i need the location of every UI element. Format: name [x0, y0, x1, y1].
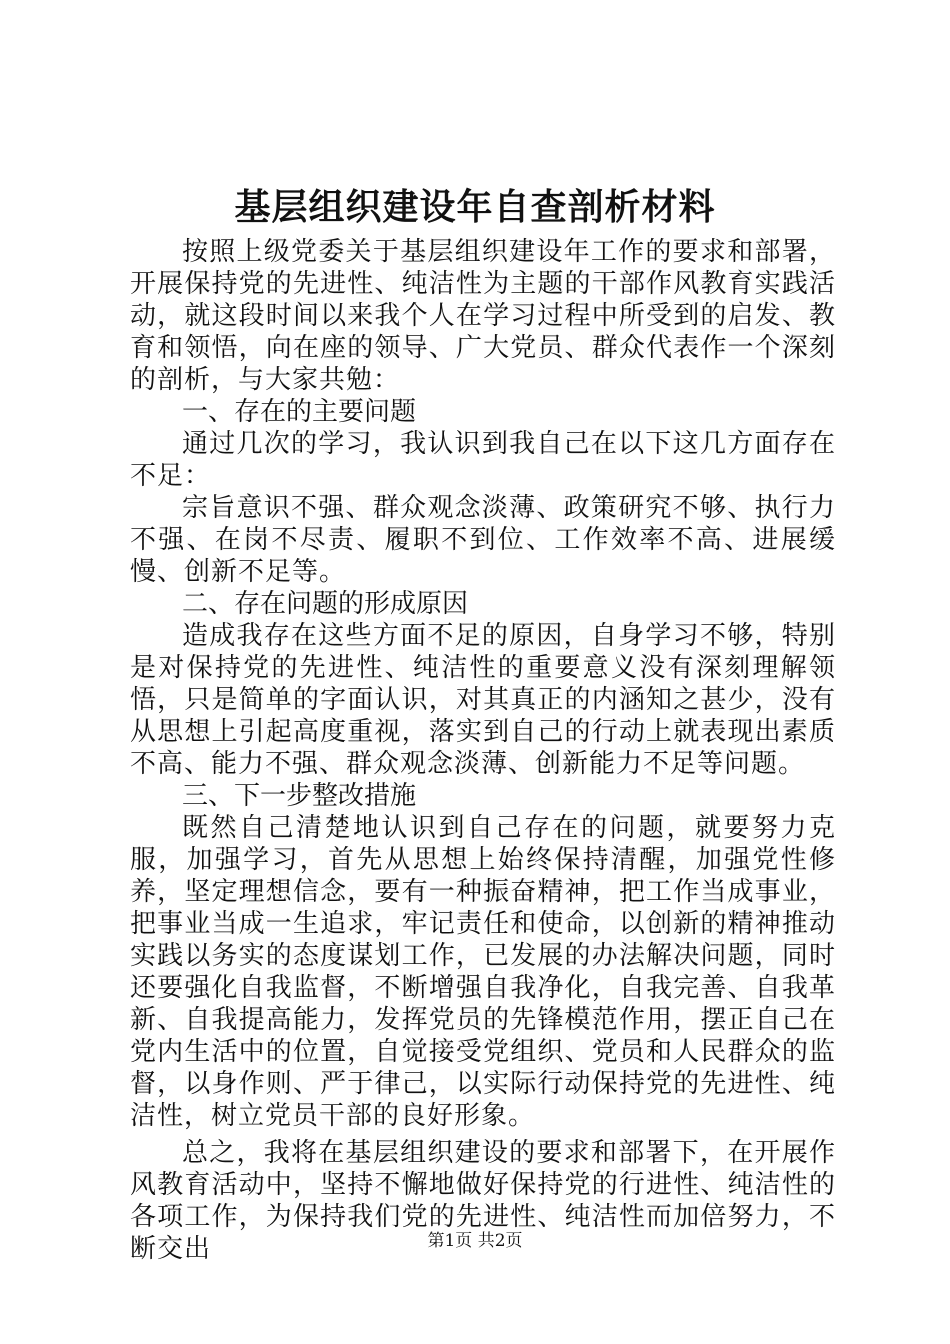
document-body [130, 236, 836, 1265]
paragraph-conclusion: 总之，我将在基层组织建设的要求和部署下，在开展作风教育活动中，坚持不懈地做好保持党的行进性、纯洁性的各项工作，为保持我们党的先进性、纯洁性而加倍努力，不断交出 [130, 1138, 836, 1264]
section-heading-causes: 二、存在问题的形成原因 [182, 589, 469, 619]
paragraph-problems-list: 宗旨意识不强、群众观念淡薄、政策研究不够、执行力不强、在岗不尽责、履职不到位、工作效率不高、进展缓慢、创新不足等。 [130, 493, 836, 587]
paragraph-causes: 造成我存在这些方面不足的原因，自身学习不够，特别是对保持党的先进性、纯洁性的重要意义没有深刻理解领悟，只是简单的字面认识，对其真正的内涵知之甚少，没有从思想上引起高度重视，落实到自己的行动上就表现出素质不高、能力不强、群众观念淡薄、创新能力不足等问题。 [130, 621, 836, 779]
page-number: 第1页 共2页 [427, 1231, 523, 1251]
document-title: 基层组织建设年自查剖析材料 [234, 187, 716, 228]
section-heading-problems: 一、存在的主要问题 [182, 397, 417, 427]
paragraph-problems-lead: 通过几次的学习，我认识到我自己在以下这几方面存在不足： [130, 429, 836, 491]
paragraph-intro: 按照上级党委关于基层组织建设年工作的要求和部署，开展保持党的先进性、纯洁性为主题的干部作风教育实践活动，就这段时间以来我个人在学习过程中所受到的启发、教育和领悟，向在座的领导、广大党员、群众代表作一个深刻的剖析，与大家共勉： [130, 237, 836, 395]
section-heading-measures: 三、下一步整改措施 [182, 781, 417, 811]
paragraph-measures: 既然自己清楚地认识到自己存在的问题，就要努力克服，加强学习，首先从思想上始终保持清醒，加强党性修养，坚定理想信念，要有一种振奋精神，把工作当成事业，把事业当成一生追求，牢记责任和使命，以创新的精神推动实践以务实的态度谋划工作，已发展的办法解决问题，同时还要强化自我监督，不断增强自我净化，自我完善、自我革新、自我提高能力，发挥党员的先锋模范作用，摆正自己在党内生活中的位置，自觉接受党组织、党员和人民群众的监督，以身作则、严于律己，以实际行动保持党的先进性、纯洁性，树立党员干部的良好形象。 [130, 813, 836, 1131]
